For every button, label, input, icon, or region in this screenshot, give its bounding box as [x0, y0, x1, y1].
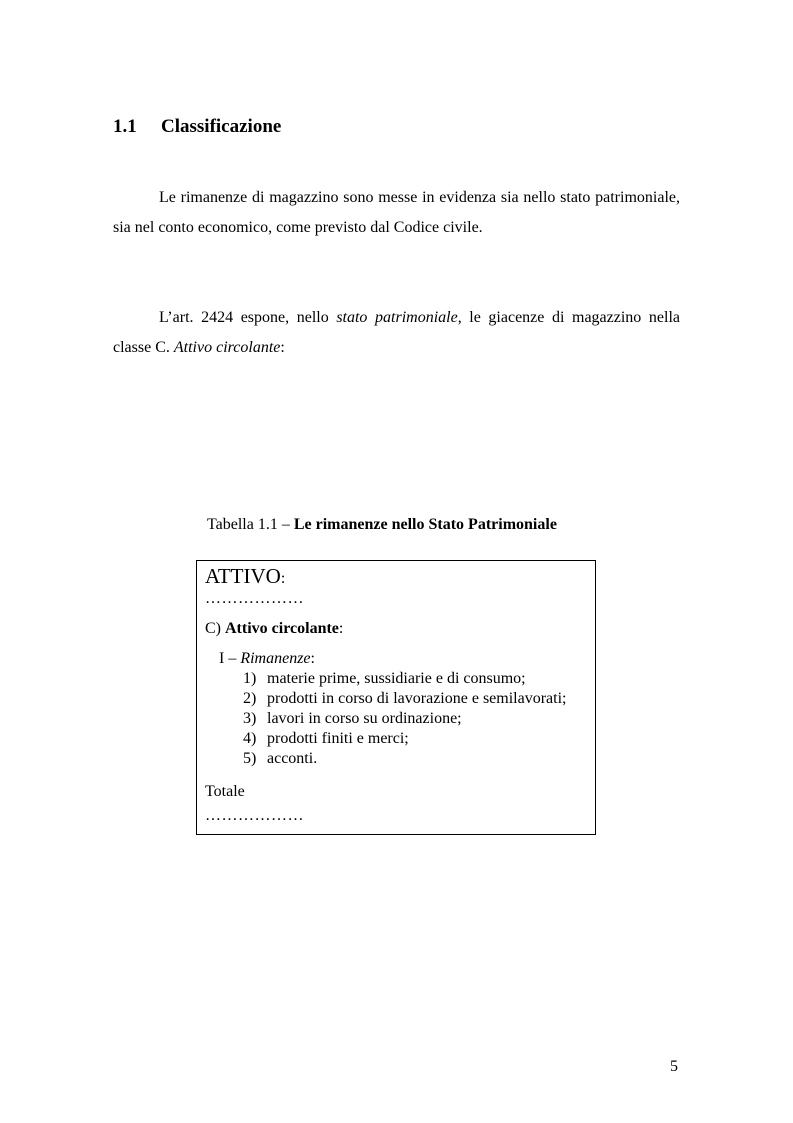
- paragraph-2: [113, 303, 680, 363]
- table-caption-prefix: Tabella 1.1 –: [207, 516, 294, 533]
- section-number: 1.1: [113, 116, 137, 137]
- attivo-circolante-line: [205, 619, 595, 639]
- list-item: [243, 689, 595, 709]
- section-title: Classificazione: [161, 116, 282, 137]
- list-item-number: 2): [243, 690, 257, 707]
- paragraph-2-text-a: L’art. 2424 espone, nello: [159, 309, 337, 326]
- attivo-heading: [205, 564, 595, 591]
- attivo-colon: :: [280, 570, 286, 587]
- list-item-label: acconti.: [267, 750, 318, 767]
- list-item: [243, 749, 595, 769]
- page-number: 5: [670, 1058, 678, 1075]
- list-item-number: 1): [243, 670, 257, 687]
- paragraph-2-text-c: :: [280, 339, 285, 356]
- table-caption-title: Le rimanenze nello Stato Patrimoniale: [293, 516, 557, 533]
- rimanenze-line: [205, 649, 595, 669]
- list-item-label: prodotti finiti e merci;: [267, 730, 409, 747]
- subsection-prefix: I –: [219, 650, 241, 667]
- list-item: [243, 729, 595, 749]
- list-item-label: materie prime, sussidiarie e di consumo;: [267, 670, 526, 687]
- paragraph-2-italic-stato: stato patrimoniale: [336, 309, 458, 326]
- list-item-number: 4): [243, 730, 257, 747]
- ellipsis-top: ………………: [205, 590, 304, 607]
- table-caption: [207, 516, 557, 534]
- attivo-label: ATTIVO: [205, 564, 281, 588]
- section-heading: [113, 116, 281, 138]
- ellipsis-bottom: ………………: [205, 807, 304, 824]
- list-item-number: 3): [243, 710, 257, 727]
- list-item-label: prodotti in corso di lavorazione e semilavorati;: [267, 690, 567, 707]
- balance-sheet-table: [196, 560, 596, 835]
- section-colon: :: [338, 620, 344, 637]
- section-prefix: C): [205, 620, 225, 637]
- paragraph-2-text-b: , le giacenze di magazzino nella classe C.: [113, 309, 680, 356]
- rimanenze-list: [205, 669, 595, 769]
- subsection-title: Rimanenze: [240, 650, 311, 667]
- list-item: [243, 709, 595, 729]
- list-item-label: lavori in corso su ordinazione;: [267, 710, 462, 727]
- paragraph-2-italic-attivo: Attivo circolante: [173, 339, 281, 356]
- list-item-number: 5): [243, 750, 257, 767]
- paragraph-1: Le rimanenze di magazzino sono messe in evidenza sia nello stato patrimoniale, sia nel conto economico, come previsto dal Codice civile.: [113, 189, 680, 236]
- totale-label: Totale: [205, 783, 245, 800]
- section-title-bold: Attivo circolante: [225, 620, 339, 637]
- subsection-colon: :: [310, 650, 315, 667]
- list-item: [243, 669, 595, 689]
